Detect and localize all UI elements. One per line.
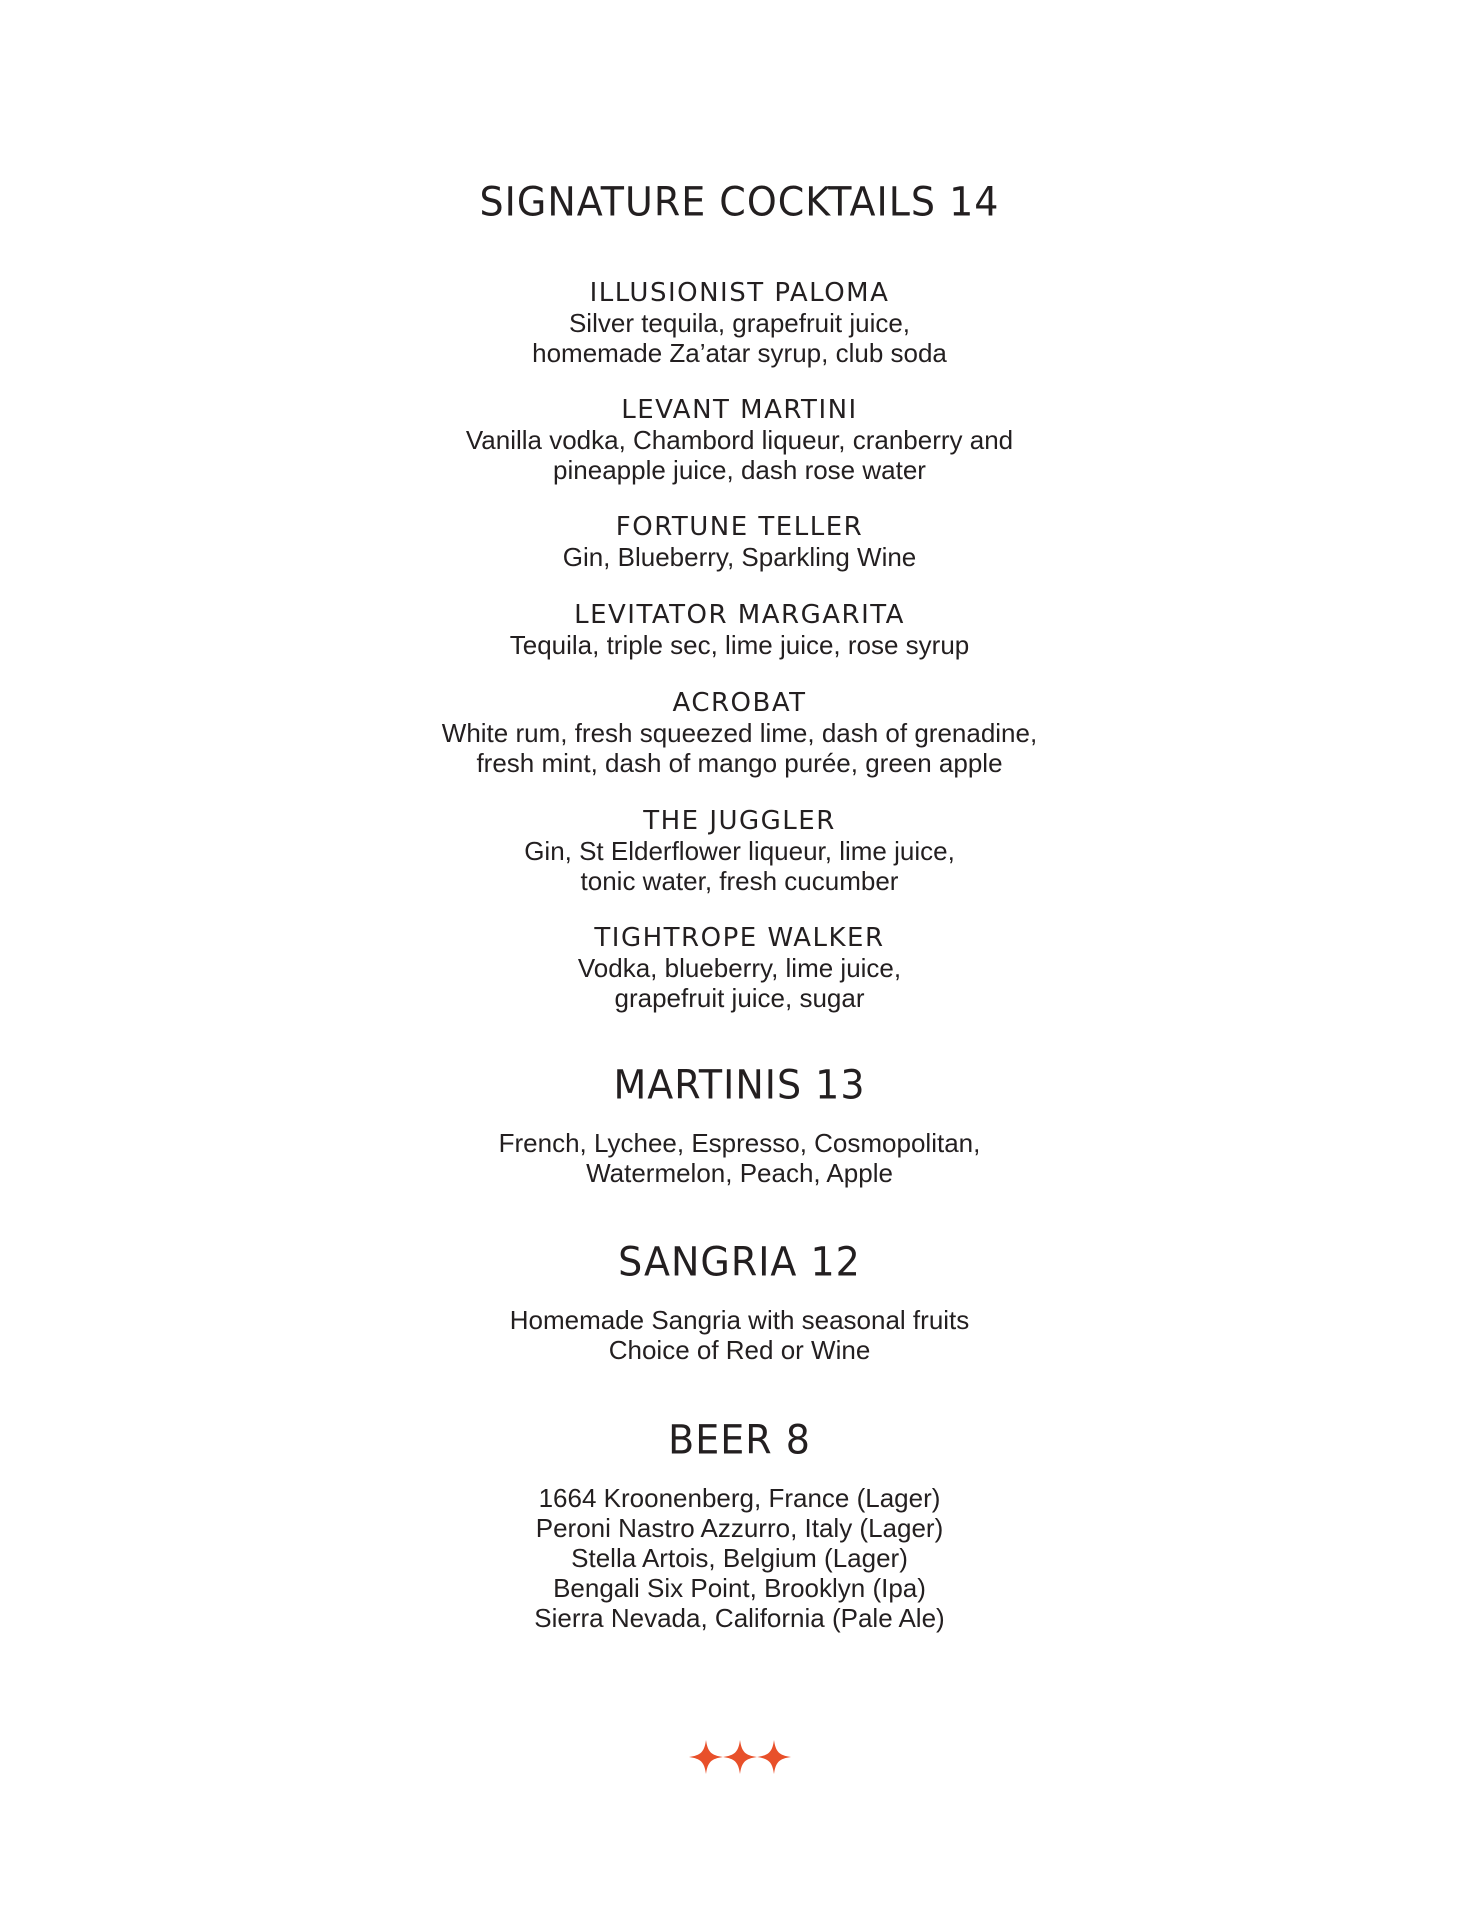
item-description: Vanilla vodka, Chambord liqueur, cranberry and: [465, 425, 1014, 455]
sangria-line: Homemade Sangria with seasonal fruits: [509, 1305, 970, 1335]
menu-item-the-juggler: [0, 806, 1479, 896]
menu-item-acrobat: [0, 688, 1479, 778]
item-name: TIGHTROPE WALKER: [594, 923, 885, 953]
item-name: FORTUNE TELLER: [615, 512, 864, 542]
beer-title: BEER 8: [668, 1416, 811, 1464]
item-name: THE JUGGLER: [643, 806, 836, 836]
sangria-line: Choice of Red or Wine: [608, 1335, 871, 1365]
martinis-list: [0, 1128, 1479, 1188]
beer-list: [0, 1483, 1479, 1633]
beer-item: Sierra Nevada, California (Pale Ale): [534, 1603, 945, 1633]
menu-item-levitator-margarita: [0, 600, 1479, 660]
four-point-star-icon: [689, 1740, 723, 1774]
item-description: tonic water, fresh cucumber: [580, 866, 899, 896]
item-name: ACROBAT: [672, 688, 807, 718]
martinis-line: Watermelon, Peach, Apple: [586, 1158, 893, 1188]
beer-item: Bengali Six Point, Brooklyn (Ipa): [553, 1573, 926, 1603]
sangria-description: [0, 1305, 1479, 1365]
menu-item-fortune-teller: [0, 512, 1479, 572]
menu-item-levant-martini: [0, 395, 1479, 485]
four-point-star-icon: [757, 1740, 791, 1774]
item-description: Gin, St Elderflower liqueur, lime juice,: [524, 836, 955, 866]
menu-item-illusionist-paloma: [0, 278, 1479, 368]
sangria-title: SANGRIA 12: [618, 1238, 861, 1286]
item-description: fresh mint, dash of mango purée, green apple: [476, 748, 1003, 778]
martinis-line: French, Lychee, Espresso, Cosmopolitan,: [498, 1128, 981, 1158]
item-name: ILLUSIONIST PALOMA: [589, 278, 890, 308]
decorative-ornament: [0, 1735, 1479, 1775]
item-description: Silver tequila, grapefruit juice,: [568, 308, 911, 338]
item-description: pineapple juice, dash rose water: [553, 455, 926, 485]
item-description: homemade Za’atar syrup, club soda: [532, 338, 947, 368]
item-name: LEVITATOR MARGARITA: [574, 600, 905, 630]
item-description: Gin, Blueberry, Sparkling Wine: [562, 542, 917, 572]
menu-item-tightrope-walker: [0, 923, 1479, 1013]
martinis-title: MARTINIS 13: [613, 1061, 866, 1109]
beer-item: Stella Artois, Belgium (Lager): [571, 1543, 908, 1573]
item-description: Vodka, blueberry, lime juice,: [577, 953, 902, 983]
signature-cocktails-title: SIGNATURE COCKTAILS 14: [479, 178, 1000, 226]
beer-item: 1664 Kroonenberg, France (Lager): [538, 1483, 941, 1513]
item-description: grapefruit juice, sugar: [614, 983, 865, 1013]
item-description: White rum, fresh squeezed lime, dash of grenadine,: [441, 718, 1038, 748]
beer-item: Peroni Nastro Azzurro, Italy (Lager): [535, 1513, 944, 1543]
four-point-star-icon: [723, 1740, 757, 1774]
item-name: LEVANT MARTINI: [621, 395, 858, 425]
item-description: Tequila, triple sec, lime juice, rose syrup: [509, 630, 970, 660]
